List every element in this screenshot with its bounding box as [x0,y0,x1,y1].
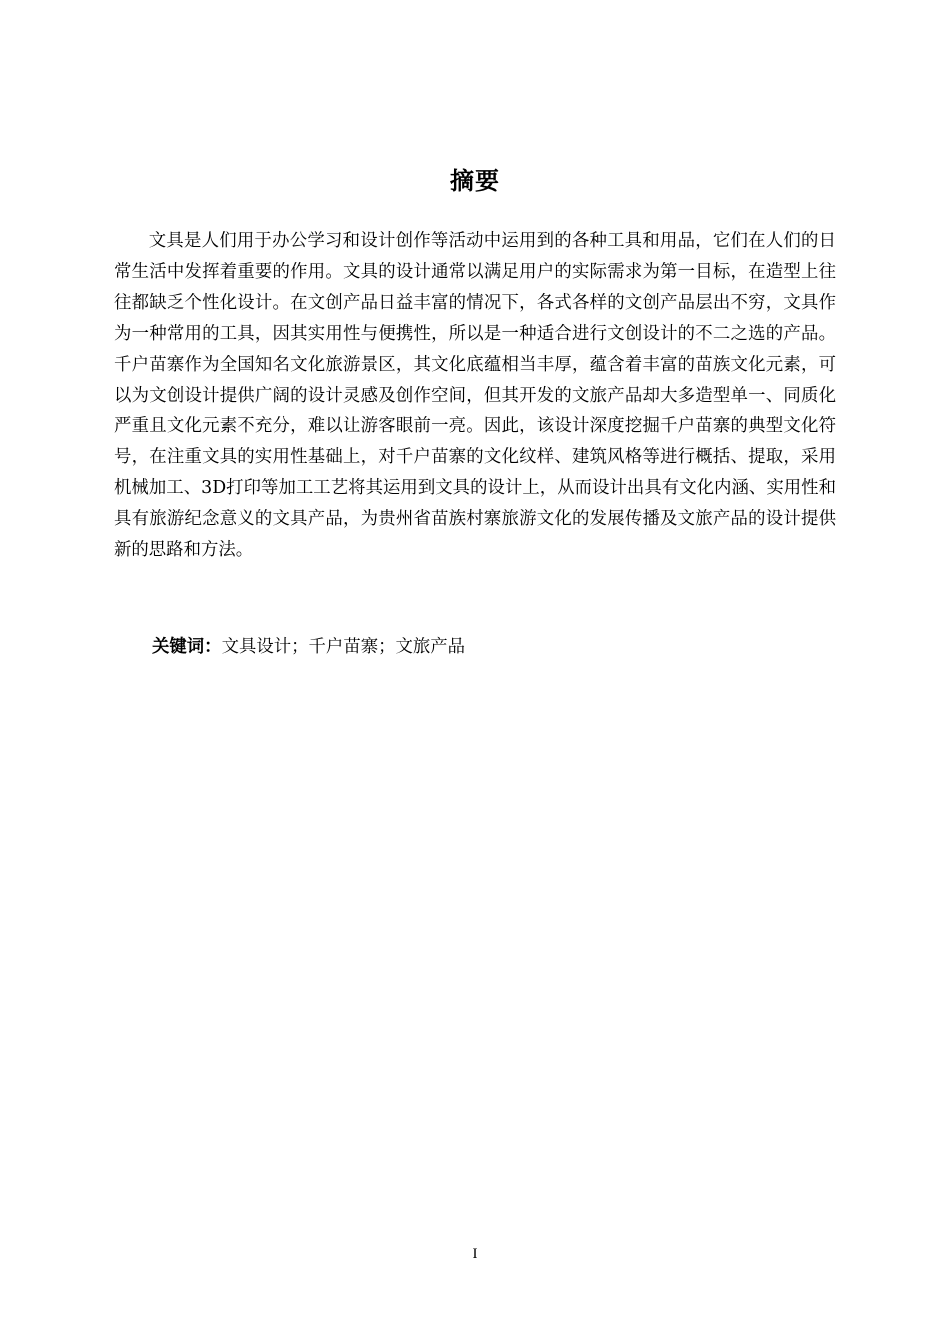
abstract-title: 摘要 [450,167,500,195]
abstract-paragraph: 文具是人们用于办公学习和设计创作等活动中运用到的各种工具和用品，它们在人们的日常生活中发挥着重要的作用。文具的设计通常以满足用户的实际需求为第一目标，在造型上往往都缺乏个性化设计。在文创产品日益丰富的情况下，各式各样的文创产品层出不穷，文具作为一种常用的工具，因其实用性与便携性，所以是一种适合进行文创设计的不二之选的产品。千户苗寨作为全国知名文化旅游景区，其文化底蕴相当丰厚，蕴含着丰富的苗族文化元素，可以为文创设计提供广阔的设计灵感及创作空间，但其开发的文旅产品却大多造型单一、同质化严重且文化元素不充分，难以让游客眼前一亮。因此，该设计深度挖掘千户苗寨的典型文化符号，在注重文具的实用性基础上，对千户苗寨的文化纹样、建筑风格等进行概括、提取，采用机械加工、3D打印等加工工艺将其运用到文具的设计上，从而设计出具有文化内涵、实用性和具有旅游纪念意义的文具产品，为贵州省苗族村寨旅游文化的发展传播及文旅产品的设计提供新的思路和方法。 [114,231,836,561]
keywords-label: 关键词： [152,637,222,657]
keywords-line [152,632,465,662]
keywords-text: 文具设计；千户苗寨；文旅产品 [221,637,466,657]
page-number: I [472,1246,478,1262]
